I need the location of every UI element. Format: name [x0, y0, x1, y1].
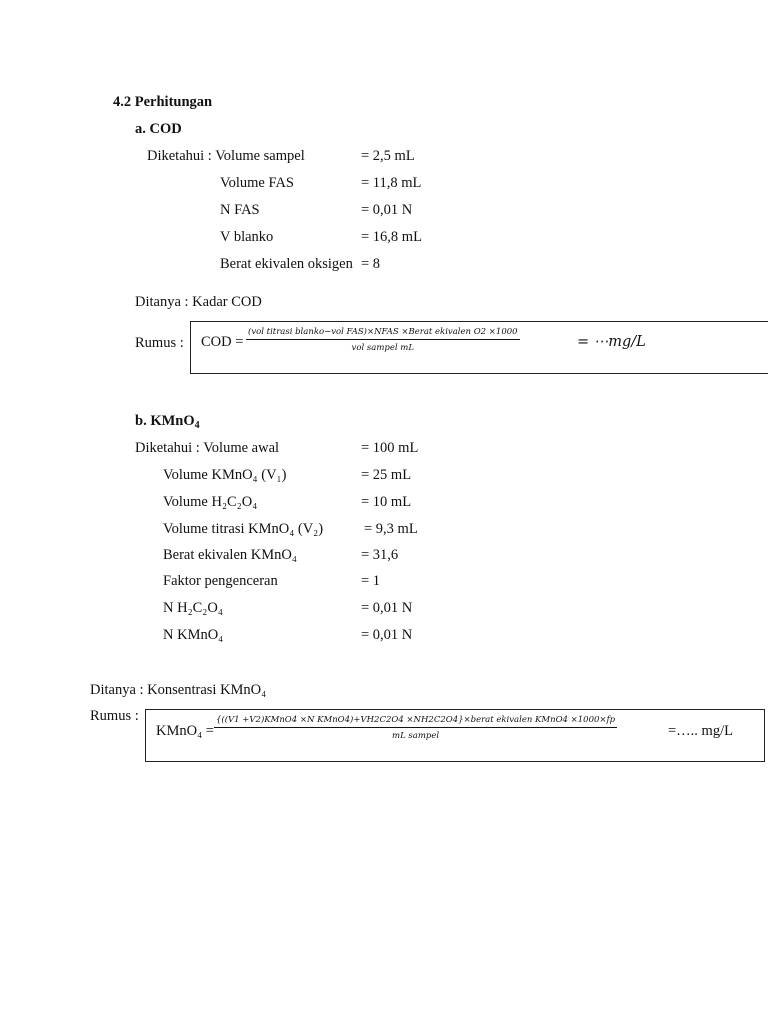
kmno4-value-berat-ekivalen: = 31,6 — [361, 547, 399, 563]
cod-rumus-label: Rumus : — [135, 335, 184, 351]
cod-value-berat-ekivalen: = 8 — [361, 256, 381, 272]
kmno4-value-n-kmno4: = 0,01 N — [361, 627, 413, 643]
cod-label-v-blanko: V blanko — [220, 229, 274, 245]
cod-diketahui-label: Diketahui : Volume sampel — [147, 148, 305, 164]
cod-formula-lhs: COD = — [201, 334, 244, 350]
kmno4-label-n-kmno4: N KMnO₄ — [163, 627, 224, 643]
kmno4-value-volume-titrasi: = 9,3 mL — [364, 521, 418, 537]
kmno4-label-volume-titrasi: Volume titrasi KMnO₄ (V₂) — [163, 521, 324, 537]
cod-value-v-blanko: = 16,8 mL — [361, 229, 422, 245]
kmno4-formula-numerator: {((V1 +V2)KMnO4 ×N KMnO4)+VH2C2O4 ×NH2C2O4}×berat ekivalen KMnO4 ×1000×fp — [214, 715, 617, 728]
cod-label-volume-fas: Volume FAS — [220, 175, 294, 191]
cod-ditanya: Ditanya : Kadar COD — [135, 294, 262, 310]
cod-value-volume-fas: = 11,8 mL — [361, 175, 422, 191]
kmno4-label-n-h2c2o4: N H₂C₂O₄ — [163, 600, 223, 616]
kmno4-formula-fraction — [214, 715, 617, 741]
section-title: 4.2 Perhitungan — [113, 94, 213, 110]
kmno4-label-volume-h2c2o4: Volume H₂C₂O₄ — [163, 494, 258, 510]
cod-formula-numerator: (vol titrasi blanko−vol FAS)×NFAS ×Berat ekivalen O2 ×1000 — [246, 327, 520, 340]
kmno4-value-faktor-pengenceran: = 1 — [361, 573, 381, 589]
cod-formula-rhs: = ⋯mg/L — [577, 334, 646, 350]
cod-value-volume-sampel: = 2,5 mL — [361, 148, 415, 164]
kmno4-value-n-h2c2o4: = 0,01 N — [361, 600, 413, 616]
cod-heading: a. COD — [135, 121, 182, 137]
kmno4-formula-box — [145, 709, 765, 762]
kmno4-value-volume-kmno4: = 25 mL — [361, 467, 412, 483]
kmno4-formula-lhs: KMnO₄ = — [156, 723, 214, 739]
cod-label-berat-ekivalen: Berat ekivalen oksigen — [220, 256, 353, 272]
cod-formula-fraction — [246, 327, 520, 353]
kmno4-heading: b. KMnO$_4$ — [135, 413, 200, 431]
cod-formula-denominator: vol sampel mL — [351, 343, 414, 353]
kmno4-label-faktor-pengenceran: Faktor pengenceran — [163, 573, 278, 589]
kmno4-diketahui-label: Diketahui : Volume awal — [135, 440, 280, 456]
kmno4-value-volume-h2c2o4: = 10 mL — [361, 494, 412, 510]
kmno4-formula-denominator: mL sampel — [392, 731, 440, 741]
kmno4-rumus-label: Rumus : — [90, 708, 139, 724]
cod-formula-box — [190, 321, 768, 374]
kmno4-ditanya: Ditanya : Konsentrasi KMnO₄ — [90, 682, 267, 698]
cod-value-n-fas: = 0,01 N — [361, 202, 413, 218]
kmno4-formula-rhs: =….. mg/L — [668, 723, 733, 739]
kmno4-label-volume-kmno4: Volume KMnO₄ (V₁) — [163, 467, 287, 483]
kmno4-value-volume-awal: = 100 mL — [361, 440, 419, 456]
cod-label-n-fas: N FAS — [220, 202, 260, 218]
kmno4-label-berat-ekivalen: Berat ekivalen KMnO₄ — [163, 547, 297, 563]
